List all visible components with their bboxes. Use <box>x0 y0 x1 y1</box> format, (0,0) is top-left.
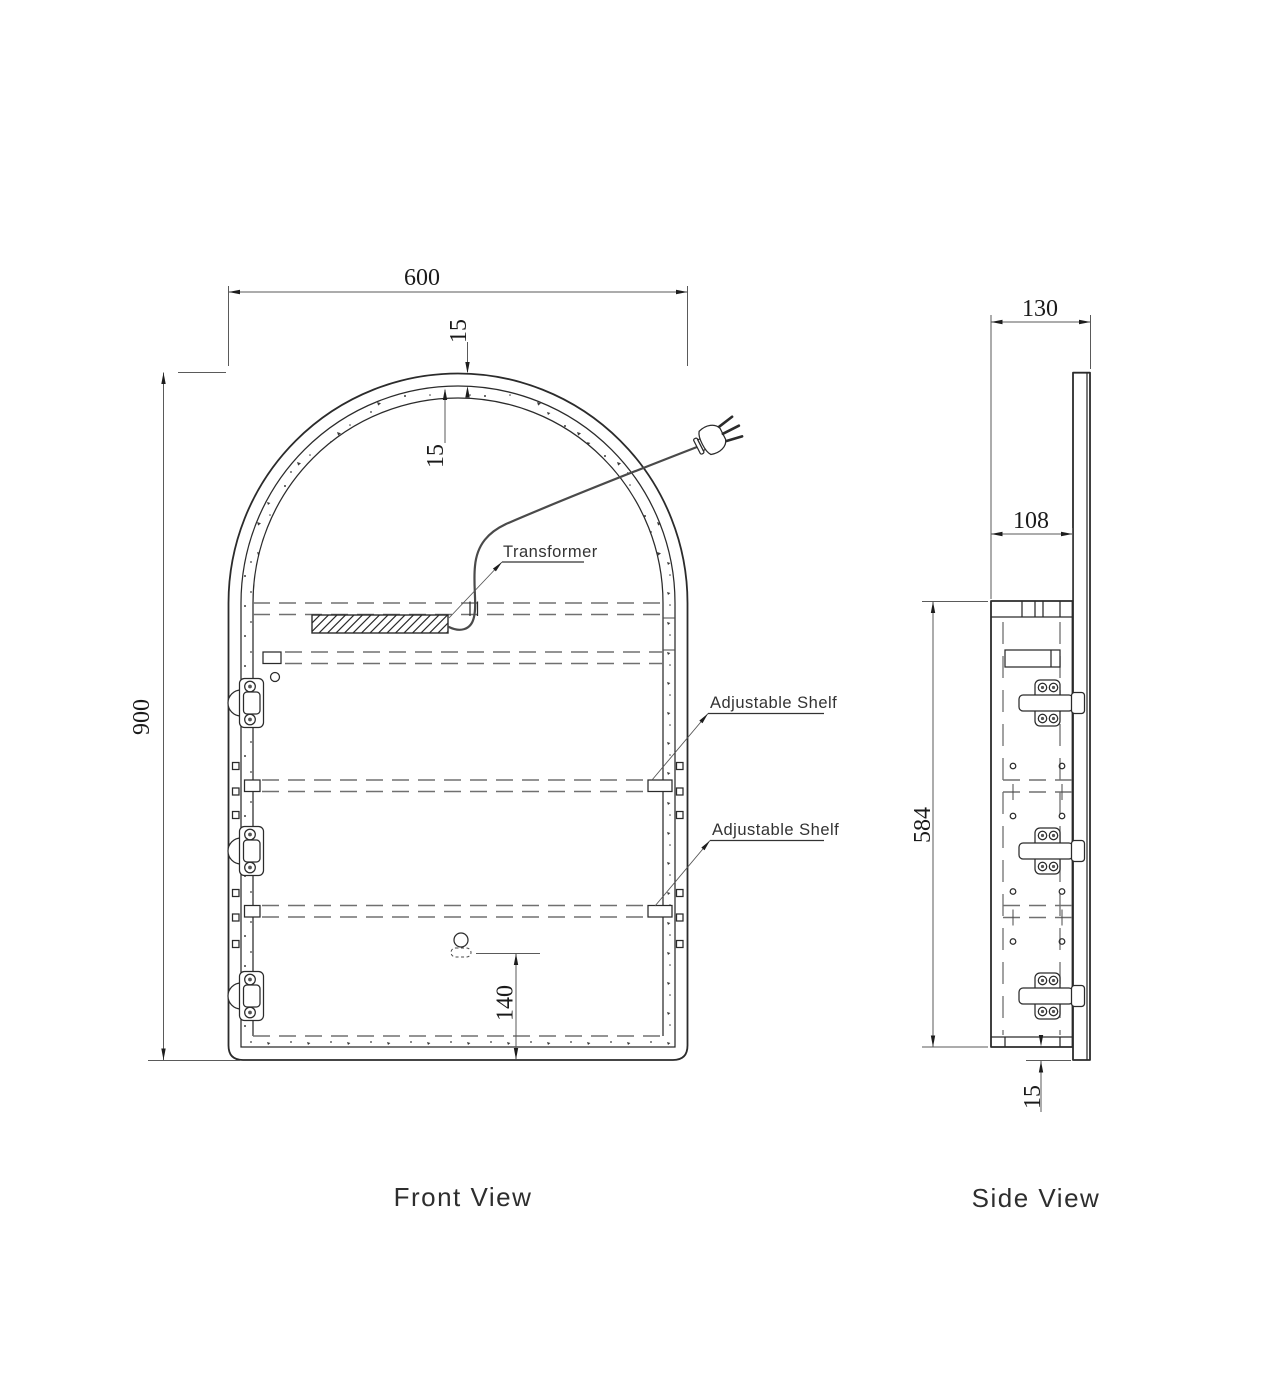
dim-carcass-height-584 <box>910 602 988 1048</box>
side-driver-box <box>1005 650 1060 667</box>
side-hinge-bottom <box>1019 973 1085 1019</box>
dim-width-600 <box>229 265 688 366</box>
shelf-pins <box>233 763 684 948</box>
dim-overhang-value: 15 <box>1020 1085 1046 1109</box>
dim-frame-arch-value: 15 <box>423 444 449 468</box>
cable-hole <box>271 673 280 682</box>
hinge-bottom <box>228 972 264 1021</box>
front-view-title: Front View <box>393 1182 533 1212</box>
dim-height-900 <box>129 373 240 1061</box>
side-top-band <box>991 601 1073 617</box>
dim-carcass-height-value: 584 <box>910 807 936 843</box>
adjustable-shelf-label-2: Adjustable Shelf <box>712 821 840 839</box>
dim-depth-130 <box>991 296 1091 599</box>
side-view-title: Side View <box>971 1183 1101 1213</box>
adjustable-shelf-label-1: Adjustable Shelf <box>710 694 838 712</box>
dim-width-value: 600 <box>404 265 440 291</box>
dim-switch-value: 140 <box>492 985 519 1021</box>
side-bottom-band <box>991 1037 1073 1047</box>
dim-depth-value: 130 <box>1022 296 1058 322</box>
side-view <box>910 296 1100 1213</box>
hinge-top <box>228 679 264 728</box>
touch-switch <box>454 933 468 947</box>
inner-outline <box>253 398 663 1036</box>
dim-inner-depth-value: 108 <box>1013 508 1049 534</box>
switch-hidden-slot <box>451 948 471 957</box>
transformer-label: Transformer <box>503 543 598 561</box>
particle-board-texture <box>247 392 669 1042</box>
side-hinge-middle <box>1019 828 1085 874</box>
transformer-callout <box>449 543 598 618</box>
side-door-panel <box>1073 373 1090 1060</box>
hidden-lines <box>253 603 663 1036</box>
dim-frame-top-value: 15 <box>446 319 472 343</box>
led-driver-bracket <box>263 652 281 664</box>
power-plug-icon <box>691 413 746 460</box>
transformer <box>312 615 448 633</box>
dim-height-value: 900 <box>129 699 155 735</box>
shelf-supports <box>245 780 673 917</box>
side-hinge-top <box>1019 680 1085 726</box>
dim-inner-depth-108 <box>991 508 1073 600</box>
hinge-middle <box>228 827 264 876</box>
front-view <box>129 265 839 1212</box>
